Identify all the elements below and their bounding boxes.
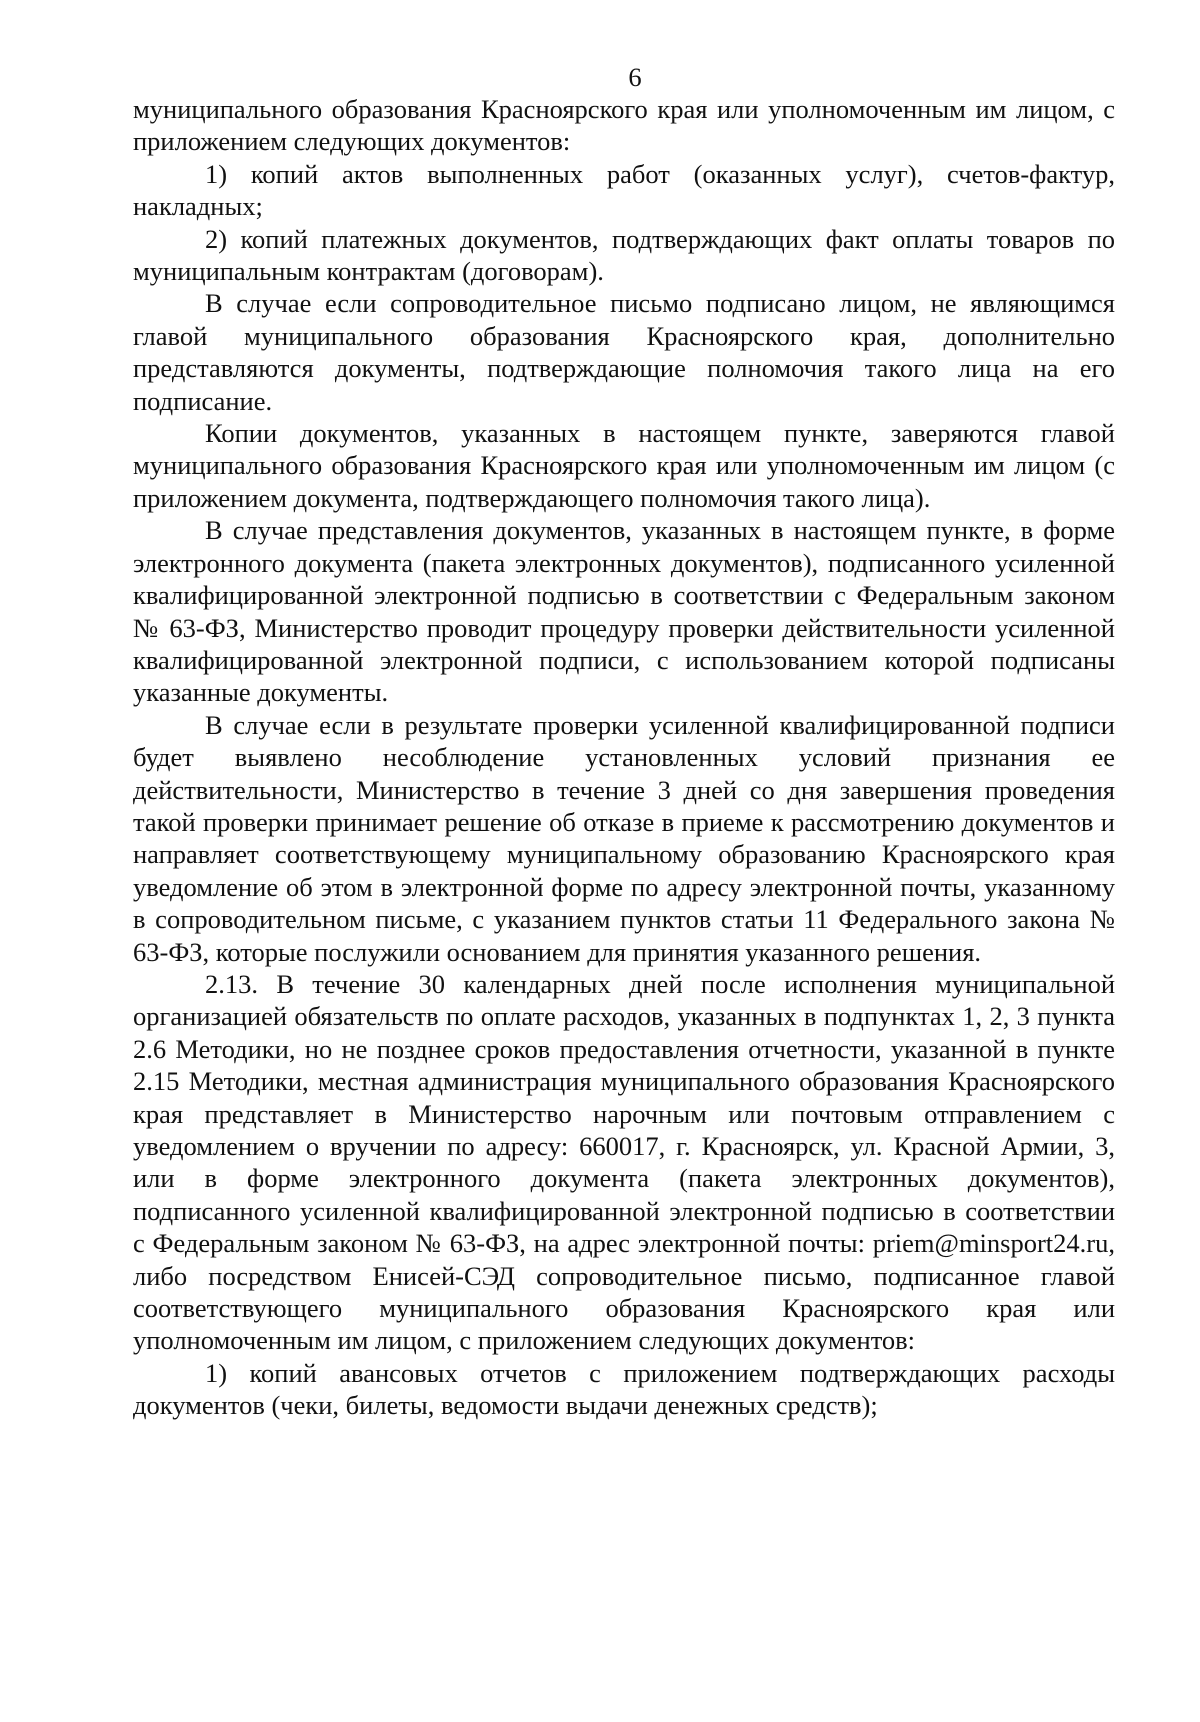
paragraph-copies-certification: Копии документов, указанных в настоящем пункте, заверяются главой муниципального образования Красноярского края или уполномоченным им лицом (с приложением документа, подтверждающего полномочия такого лица). bbox=[133, 418, 1115, 513]
list-item-advance-reports: 1) копий авансовых отчетов с приложением подтверждающих расходы документов (чеки, билеты, ведомости выдачи денежных средств); bbox=[133, 1357, 1115, 1421]
paragraph-signature-check-failure: В случае если в результате проверки усиленной квалифицированной подписи будет выявлено несоблюдение установленных условий признания ее действительности, Министерство в течение 3 дней со дня завершения проведения такой проверки принимает решение об отказе в приеме к рассмотрению документов и направляет соответствующему муниципальному образованию Красноярского края уведомление об этом в электронной форме по адресу электронной почты, указанному в сопроводительном письме, с указанием пунктов статьи 11 Федерального закона № 63-ФЗ, которые послужили основанием для принятия указанного решения. bbox=[133, 709, 1115, 967]
paragraph-signatory-authority: В случае если сопроводительное письмо подписано лицом, не являющимся главой муниципального образования Красноярского края, дополнительно представляются документы, подтверждающие полномочия такого лица на его подписание. bbox=[133, 288, 1115, 416]
paragraph-electronic-submission: В случае представления документов, указанных в настоящем пункте, в форме электронного документа (пакета электронных документов), подписанного усиленной квалифицированной электронной подписью в соответствии с Федеральным законом № 63-ФЗ, Министерство проводит процедуру проверки действительности усиленной квалифицированной электронной подписи, с использованием которой подписаны указанные документы. bbox=[133, 515, 1115, 708]
paragraph-continuation: муниципального образования Красноярского края или уполномоченным им лицом, с приложением следующих документов: bbox=[133, 94, 1115, 157]
page-number: 6 bbox=[628, 62, 642, 92]
list-item-acts-copies: 1) копий актов выполненных работ (оказанных услуг), счетов-фактур, накладных; bbox=[133, 158, 1115, 222]
paragraph-section-2-13: 2.13. В течение 30 календарных дней после исполнения муниципальной организацией обязательств по оплате расходов, указанных в подпунктах 1, 2, 3 пункта 2.6 Методики, но не позднее сроков предоставления отчетности, указанной в пункте 2.15 Методики, местная администрация муниципального образования Красноярского края представляет в Министерство нарочным или почтовым отправлением с уведомлением о вручении по адресу: 660017, г. Красноярск, ул. Красной Армии, 3, или в форме электронного документа (пакета электронных документов), подписанного усиленной квалифицированной электронной подписью в соответствии с Федеральным законом № 63-ФЗ, на адрес электронной почты: priem@minsport24.ru, либо посредством Енисей-СЭД сопроводительное письмо, подписанное главой соответствующего муниципального образования Красноярского края или уполномоченным им лицом, с приложением следующих документов: bbox=[133, 968, 1115, 1356]
list-item-payment-documents: 2) копий платежных документов, подтверждающих факт оплаты товаров по муниципальным контрактам (договорам). bbox=[133, 223, 1115, 287]
document-page bbox=[133, 62, 1115, 1422]
